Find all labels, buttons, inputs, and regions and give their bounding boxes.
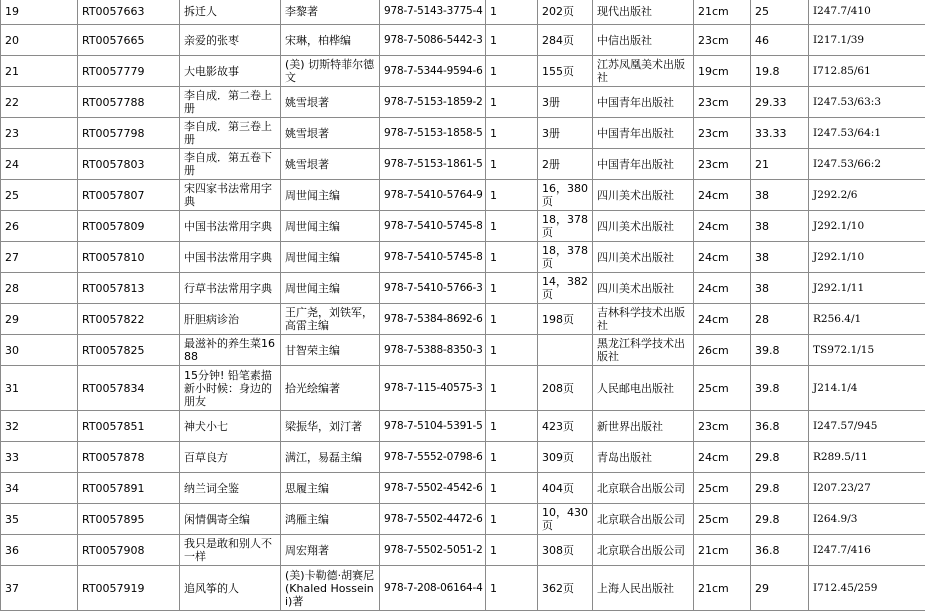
- row-number-cell: 31: [1, 366, 78, 411]
- row-number-cell: 19: [1, 0, 78, 25]
- title-cell: 宋四家书法常用字典: [180, 180, 281, 211]
- price-cell: 38: [751, 180, 809, 211]
- table-body: [1, 0, 925, 611]
- row-number-cell: 35: [1, 504, 78, 535]
- call-number-cell: I247.53/64:1: [809, 118, 925, 149]
- title-cell: 15分钟! 铅笔素描新小时候：身边的朋友: [180, 366, 281, 411]
- pages-cell: 18，378页: [538, 242, 593, 273]
- pages-cell: 198页: [538, 304, 593, 335]
- record-id-cell: RT0057822: [78, 304, 180, 335]
- price-cell: 38: [751, 242, 809, 273]
- publisher-cell: 新世界出版社: [593, 411, 694, 442]
- isbn-cell: 978-7-5502-5051-2: [380, 535, 486, 566]
- price-cell: 29.33: [751, 87, 809, 118]
- row-number-cell: 22: [1, 87, 78, 118]
- isbn-cell: 978-7-5143-3775-4: [380, 0, 486, 25]
- publisher-cell: 中信出版社: [593, 25, 694, 56]
- table-row: [1, 211, 925, 242]
- record-id-cell: RT0057825: [78, 335, 180, 366]
- record-id-cell: RT0057834: [78, 366, 180, 411]
- record-id-cell: RT0057810: [78, 242, 180, 273]
- price-cell: 36.8: [751, 535, 809, 566]
- pages-cell: 10，430页: [538, 504, 593, 535]
- size-cell: 25cm: [694, 504, 751, 535]
- pages-cell: 18，378页: [538, 211, 593, 242]
- publisher-cell: 四川美术出版社: [593, 211, 694, 242]
- size-cell: 24cm: [694, 304, 751, 335]
- size-cell: 21cm: [694, 535, 751, 566]
- author-cell: 思履主编: [281, 473, 380, 504]
- table-row: [1, 56, 925, 87]
- price-cell: 29.8: [751, 504, 809, 535]
- row-number-cell: 36: [1, 535, 78, 566]
- author-cell: 梁振华，刘汀著: [281, 411, 380, 442]
- call-number-cell: J292.1/11: [809, 273, 925, 304]
- price-cell: 36.8: [751, 411, 809, 442]
- size-cell: 21cm: [694, 566, 751, 611]
- table-row: [1, 442, 925, 473]
- size-cell: 21cm: [694, 0, 751, 25]
- isbn-cell: 978-7-5388-8350-3: [380, 335, 486, 366]
- record-id-cell: RT0057851: [78, 411, 180, 442]
- record-id-cell: RT0057919: [78, 566, 180, 611]
- title-cell: 行草书法常用字典: [180, 273, 281, 304]
- volume-count-cell: 1: [486, 442, 538, 473]
- row-number-cell: 32: [1, 411, 78, 442]
- volume-count-cell: 1: [486, 25, 538, 56]
- title-cell: 我只是敢和别人不一样: [180, 535, 281, 566]
- price-cell: 29.8: [751, 442, 809, 473]
- call-number-cell: I247.53/63:3: [809, 87, 925, 118]
- publisher-cell: 人民邮电出版社: [593, 366, 694, 411]
- size-cell: 23cm: [694, 87, 751, 118]
- isbn-cell: 978-7-5086-5442-3: [380, 25, 486, 56]
- isbn-cell: 978-7-115-40575-3: [380, 366, 486, 411]
- size-cell: 24cm: [694, 180, 751, 211]
- record-id-cell: RT0057891: [78, 473, 180, 504]
- author-cell: 姚雪垠著: [281, 118, 380, 149]
- title-cell: 百草良方: [180, 442, 281, 473]
- price-cell: 33.33: [751, 118, 809, 149]
- price-cell: 46: [751, 25, 809, 56]
- record-id-cell: RT0057803: [78, 149, 180, 180]
- record-id-cell: RT0057809: [78, 211, 180, 242]
- price-cell: 39.8: [751, 366, 809, 411]
- author-cell: 周世闻主编: [281, 242, 380, 273]
- table-row: [1, 25, 925, 56]
- record-id-cell: RT0057665: [78, 25, 180, 56]
- table-row: [1, 118, 925, 149]
- table-row: [1, 366, 925, 411]
- title-cell: 神犬小七: [180, 411, 281, 442]
- price-cell: 39.8: [751, 335, 809, 366]
- author-cell: 宋琳，柏桦编: [281, 25, 380, 56]
- size-cell: 23cm: [694, 25, 751, 56]
- call-number-cell: I247.53/66:2: [809, 149, 925, 180]
- call-number-cell: I264.9/3: [809, 504, 925, 535]
- call-number-cell: J292.1/10: [809, 211, 925, 242]
- volume-count-cell: 1: [486, 149, 538, 180]
- isbn-cell: 978-7-5104-5391-5: [380, 411, 486, 442]
- isbn-cell: 978-7-5153-1858-5: [380, 118, 486, 149]
- pages-cell: 155页: [538, 56, 593, 87]
- volume-count-cell: 1: [486, 304, 538, 335]
- title-cell: 李自成．第五卷下册: [180, 149, 281, 180]
- call-number-cell: J214.1/4: [809, 366, 925, 411]
- volume-count-cell: 1: [486, 411, 538, 442]
- size-cell: 23cm: [694, 118, 751, 149]
- title-cell: 纳兰词全鉴: [180, 473, 281, 504]
- call-number-cell: I207.23/27: [809, 473, 925, 504]
- record-id-cell: RT0057878: [78, 442, 180, 473]
- isbn-cell: 978-7-5502-4472-6: [380, 504, 486, 535]
- publisher-cell: 北京联合出版公司: [593, 473, 694, 504]
- table-row: [1, 273, 925, 304]
- price-cell: 29.8: [751, 473, 809, 504]
- volume-count-cell: 1: [486, 473, 538, 504]
- title-cell: 闲情偶寄全编: [180, 504, 281, 535]
- title-cell: 最滋补的养生菜1688: [180, 335, 281, 366]
- volume-count-cell: 1: [486, 273, 538, 304]
- table-row: [1, 87, 925, 118]
- publisher-cell: 中国青年出版社: [593, 149, 694, 180]
- pages-cell: 309页: [538, 442, 593, 473]
- volume-count-cell: 1: [486, 118, 538, 149]
- publisher-cell: 四川美术出版社: [593, 242, 694, 273]
- table-row: [1, 180, 925, 211]
- row-number-cell: 26: [1, 211, 78, 242]
- author-cell: (美)卡勒德·胡赛尼(Khaled Hosseini)著: [281, 566, 380, 611]
- author-cell: 周宏翔著: [281, 535, 380, 566]
- size-cell: 26cm: [694, 335, 751, 366]
- row-number-cell: 30: [1, 335, 78, 366]
- row-number-cell: 34: [1, 473, 78, 504]
- author-cell: 拾光绘编著: [281, 366, 380, 411]
- call-number-cell: J292.2/6: [809, 180, 925, 211]
- volume-count-cell: 1: [486, 535, 538, 566]
- row-number-cell: 37: [1, 566, 78, 611]
- record-id-cell: RT0057908: [78, 535, 180, 566]
- pages-cell: 2册: [538, 149, 593, 180]
- table-row: [1, 535, 925, 566]
- table-row: [1, 0, 925, 25]
- publisher-cell: 上海人民出版社: [593, 566, 694, 611]
- pages-cell: 202页: [538, 0, 593, 25]
- row-number-cell: 24: [1, 149, 78, 180]
- author-cell: 李黎著: [281, 0, 380, 25]
- publisher-cell: 现代出版社: [593, 0, 694, 25]
- publisher-cell: 中国青年出版社: [593, 87, 694, 118]
- publisher-cell: 北京联合出版公司: [593, 504, 694, 535]
- author-cell: 鸿雁主编: [281, 504, 380, 535]
- isbn-cell: 978-7-5502-4542-6: [380, 473, 486, 504]
- isbn-cell: 978-7-5410-5764-9: [380, 180, 486, 211]
- publisher-cell: 江苏凤凰美术出版社: [593, 56, 694, 87]
- pages-cell: 362页: [538, 566, 593, 611]
- author-cell: 满江，易磊主编: [281, 442, 380, 473]
- price-cell: 21: [751, 149, 809, 180]
- size-cell: 25cm: [694, 366, 751, 411]
- call-number-cell: I712.85/61: [809, 56, 925, 87]
- size-cell: 24cm: [694, 273, 751, 304]
- volume-count-cell: 1: [486, 0, 538, 25]
- price-cell: 38: [751, 211, 809, 242]
- record-id-cell: RT0057807: [78, 180, 180, 211]
- isbn-cell: 978-7-5552-0798-6: [380, 442, 486, 473]
- volume-count-cell: 1: [486, 504, 538, 535]
- publisher-cell: 四川美术出版社: [593, 273, 694, 304]
- table-row: [1, 504, 925, 535]
- volume-count-cell: 1: [486, 242, 538, 273]
- volume-count-cell: 1: [486, 366, 538, 411]
- row-number-cell: 28: [1, 273, 78, 304]
- isbn-cell: 978-7-208-06164-4: [380, 566, 486, 611]
- row-number-cell: 25: [1, 180, 78, 211]
- title-cell: 中国书法常用字典: [180, 211, 281, 242]
- volume-count-cell: 1: [486, 180, 538, 211]
- price-cell: 25: [751, 0, 809, 25]
- publisher-cell: 中国青年出版社: [593, 118, 694, 149]
- publisher-cell: 四川美术出版社: [593, 180, 694, 211]
- isbn-cell: 978-7-5344-9594-6: [380, 56, 486, 87]
- isbn-cell: 978-7-5410-5745-8: [380, 211, 486, 242]
- publisher-cell: 黑龙江科学技术出版社: [593, 335, 694, 366]
- call-number-cell: R289.5/11: [809, 442, 925, 473]
- isbn-cell: 978-7-5410-5745-8: [380, 242, 486, 273]
- price-cell: 38: [751, 273, 809, 304]
- row-number-cell: 29: [1, 304, 78, 335]
- title-cell: 李自成．第二卷上册: [180, 87, 281, 118]
- size-cell: 19cm: [694, 56, 751, 87]
- record-id-cell: RT0057779: [78, 56, 180, 87]
- size-cell: 24cm: [694, 242, 751, 273]
- record-id-cell: RT0057895: [78, 504, 180, 535]
- pages-cell: 16，380页: [538, 180, 593, 211]
- table-row: [1, 149, 925, 180]
- isbn-cell: 978-7-5153-1859-2: [380, 87, 486, 118]
- isbn-cell: 978-7-5384-8692-6: [380, 304, 486, 335]
- title-cell: 拆迁人: [180, 0, 281, 25]
- row-number-cell: 20: [1, 25, 78, 56]
- author-cell: (美) 切斯特菲尔德文: [281, 56, 380, 87]
- size-cell: 25cm: [694, 473, 751, 504]
- record-id-cell: RT0057788: [78, 87, 180, 118]
- pages-cell: 3册: [538, 118, 593, 149]
- isbn-cell: 978-7-5410-5766-3: [380, 273, 486, 304]
- size-cell: 24cm: [694, 442, 751, 473]
- size-cell: 23cm: [694, 411, 751, 442]
- table-row: [1, 411, 925, 442]
- row-number-cell: 21: [1, 56, 78, 87]
- author-cell: 周世闻主编: [281, 273, 380, 304]
- publisher-cell: 吉林科学技术出版社: [593, 304, 694, 335]
- row-number-cell: 23: [1, 118, 78, 149]
- volume-count-cell: 1: [486, 566, 538, 611]
- row-number-cell: 33: [1, 442, 78, 473]
- price-cell: 28: [751, 304, 809, 335]
- table-row: [1, 242, 925, 273]
- price-cell: 19.8: [751, 56, 809, 87]
- table-row: [1, 566, 925, 611]
- publisher-cell: 青岛出版社: [593, 442, 694, 473]
- table-row: [1, 335, 925, 366]
- author-cell: 甘智荣主编: [281, 335, 380, 366]
- table-row: [1, 304, 925, 335]
- publisher-cell: 北京联合出版公司: [593, 535, 694, 566]
- pages-cell: 3册: [538, 87, 593, 118]
- pages-cell: [538, 335, 593, 366]
- call-number-cell: TS972.1/15: [809, 335, 925, 366]
- record-id-cell: RT0057663: [78, 0, 180, 25]
- call-number-cell: I247.7/416: [809, 535, 925, 566]
- call-number-cell: I712.45/259: [809, 566, 925, 611]
- call-number-cell: R256.4/1: [809, 304, 925, 335]
- record-id-cell: RT0057798: [78, 118, 180, 149]
- pages-cell: 308页: [538, 535, 593, 566]
- price-cell: 29: [751, 566, 809, 611]
- table-row: [1, 473, 925, 504]
- author-cell: 姚雪垠著: [281, 149, 380, 180]
- pages-cell: 14，382页: [538, 273, 593, 304]
- title-cell: 李自成．第三卷上册: [180, 118, 281, 149]
- title-cell: 肝胆病诊治: [180, 304, 281, 335]
- size-cell: 24cm: [694, 211, 751, 242]
- call-number-cell: J292.1/10: [809, 242, 925, 273]
- pages-cell: 423页: [538, 411, 593, 442]
- call-number-cell: I247.7/410: [809, 0, 925, 25]
- title-cell: 大电影故事: [180, 56, 281, 87]
- title-cell: 中国书法常用字典: [180, 242, 281, 273]
- title-cell: 追风筝的人: [180, 566, 281, 611]
- author-cell: 周世闻主编: [281, 180, 380, 211]
- author-cell: 周世闻主编: [281, 211, 380, 242]
- pages-cell: 284页: [538, 25, 593, 56]
- pages-cell: 404页: [538, 473, 593, 504]
- title-cell: 亲爱的张枣: [180, 25, 281, 56]
- author-cell: 王广尧，刘铁军，高雷主编: [281, 304, 380, 335]
- row-number-cell: 27: [1, 242, 78, 273]
- isbn-cell: 978-7-5153-1861-5: [380, 149, 486, 180]
- volume-count-cell: 1: [486, 87, 538, 118]
- volume-count-cell: 1: [486, 56, 538, 87]
- author-cell: 姚雪垠著: [281, 87, 380, 118]
- volume-count-cell: 1: [486, 211, 538, 242]
- record-id-cell: RT0057813: [78, 273, 180, 304]
- call-number-cell: I217.1/39: [809, 25, 925, 56]
- size-cell: 23cm: [694, 149, 751, 180]
- volume-count-cell: 1: [486, 335, 538, 366]
- call-number-cell: I247.57/945: [809, 411, 925, 442]
- pages-cell: 208页: [538, 366, 593, 411]
